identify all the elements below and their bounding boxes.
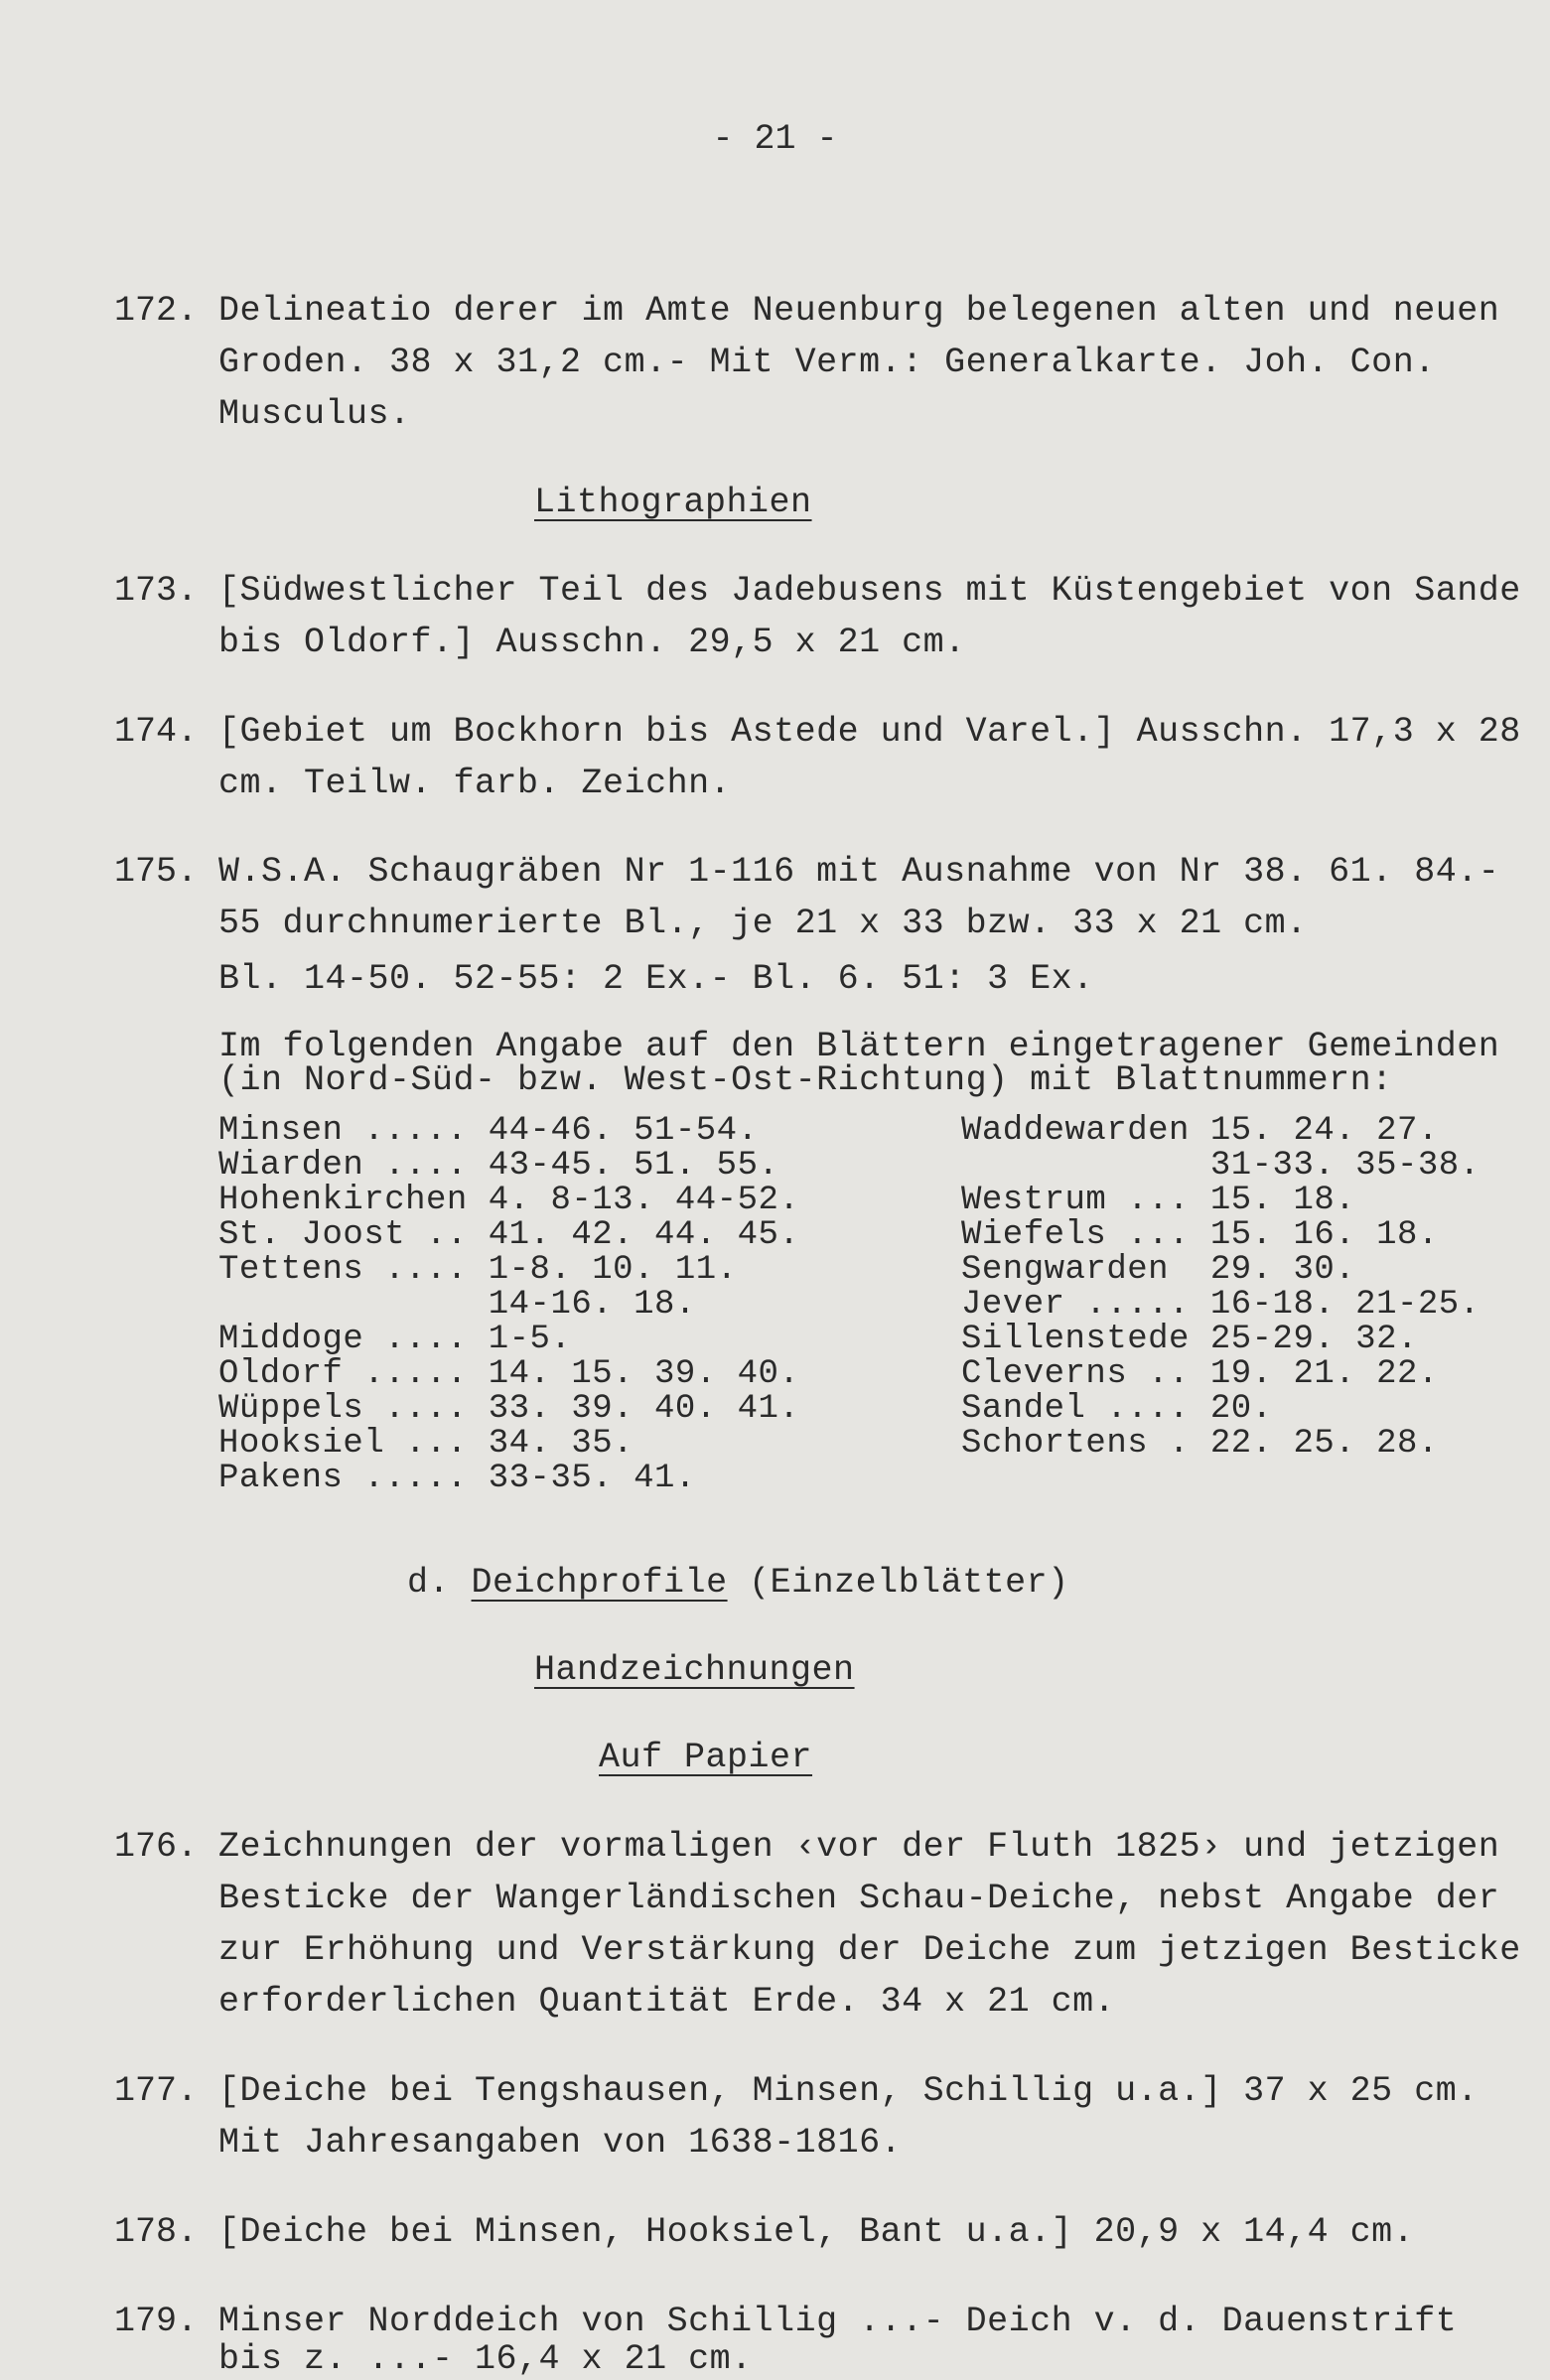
- page-number: - 21 -: [712, 119, 838, 159]
- entry-number-172: 172.: [114, 291, 199, 331]
- gemeinde-row: Hooksiel ... 34. 35.: [218, 1425, 634, 1463]
- gemeinde-row: Minsen ..... 44-46. 51-54.: [218, 1112, 759, 1150]
- gemeinde-row: Wiarden .... 43-45. 51. 55.: [218, 1147, 779, 1185]
- entry-175-intro-1: Im folgenden Angabe auf den Blättern eingetragener Gemeinden: [218, 1027, 1500, 1066]
- gemeinde-row: Pakens ..... 33-35. 41.: [218, 1460, 696, 1497]
- entry-179-line-2: bis z. ...- 16,4 x 21 cm.: [218, 2339, 753, 2379]
- entry-173-line-1: [Südwestlicher Teil des Jadebusens mit Küstengebiet von Sande: [218, 571, 1521, 611]
- entry-number-174: 174.: [114, 712, 199, 752]
- gemeinde-row: Schortens . 22. 25. 28.: [961, 1425, 1439, 1463]
- gemeinde-row: Hohenkirchen 4. 8-13. 44-52.: [218, 1182, 800, 1219]
- entry-172-line-1: Delineatio derer im Amte Neuenburg belegenen alten und neuen: [218, 291, 1500, 331]
- gemeinde-row: Tettens .... 1-8. 10. 11.: [218, 1251, 738, 1289]
- gemeinde-row: Cleverns .. 19. 21. 22.: [961, 1355, 1439, 1393]
- entry-number-179: 179.: [114, 2302, 199, 2341]
- entry-175-line-1: W.S.A. Schaugräben Nr 1-116 mit Ausnahme von Nr 38. 61. 84.-: [218, 852, 1500, 892]
- entry-175-line-3: Bl. 14-50. 52-55: 2 Ex.- Bl. 6. 51: 3 Ex.: [218, 959, 1094, 999]
- gemeinde-row: 31-33. 35-38.: [961, 1147, 1480, 1185]
- section-d-heading: [407, 1563, 1069, 1603]
- entry-179-line-1: Minser Norddeich von Schillig ...- Deich v. d. Dauenstrift: [218, 2302, 1458, 2341]
- gemeinde-row: Sillenstede 25-29. 32.: [961, 1321, 1418, 1358]
- gemeinde-row: Middoge .... 1-5.: [218, 1321, 572, 1358]
- section-d-prefix: d.: [407, 1563, 451, 1603]
- gemeinde-row: St. Joost .. 41. 42. 44. 45.: [218, 1216, 800, 1254]
- entry-172-line-3: Musculus.: [218, 394, 411, 434]
- gemeinde-row: Westrum ... 15. 18.: [961, 1182, 1356, 1219]
- entry-176-line-3: zur Erhöhung und Verstärkung der Deiche zum jetzigen Besticke: [218, 1930, 1521, 1970]
- entry-number-175: 175.: [114, 852, 199, 892]
- entry-number-176: 176.: [114, 1827, 199, 1867]
- entry-174-line-1: [Gebiet um Bockhorn bis Astede und Varel.] Ausschn. 17,3 x 28: [218, 712, 1521, 752]
- entry-176-line-2: Besticke der Wangerländischen Schau-Deiche, nebst Angabe der: [218, 1879, 1500, 1918]
- entry-174-line-2: cm. Teilw. farb. Zeichn.: [218, 764, 732, 803]
- entry-number-178: 178.: [114, 2212, 199, 2252]
- gemeinde-row: Wiefels ... 15. 16. 18.: [961, 1216, 1439, 1254]
- gemeinde-row: 14-16. 18.: [218, 1286, 696, 1324]
- gemeinde-row: Sengwarden 29. 30.: [961, 1251, 1356, 1289]
- entry-173-line-2: bis Oldorf.] Ausschn. 29,5 x 21 cm.: [218, 623, 966, 662]
- heading-lithographien: Lithographien: [534, 483, 812, 522]
- entry-177-line-1: [Deiche bei Tengshausen, Minsen, Schillig u.a.] 37 x 25 cm.: [218, 2071, 1479, 2111]
- gemeinde-row: Wüppels .... 33. 39. 40. 41.: [218, 1390, 800, 1428]
- entry-number-177: 177.: [114, 2071, 199, 2111]
- gemeinde-row: Oldorf ..... 14. 15. 39. 40.: [218, 1355, 800, 1393]
- gemeinde-row: Waddewarden 15. 24. 27.: [961, 1112, 1439, 1150]
- heading-handzeichnungen: Handzeichnungen: [534, 1650, 855, 1690]
- entry-177-line-2: Mit Jahresangaben von 1638-1816.: [218, 2123, 903, 2163]
- entry-176-line-1: Zeichnungen der vormaligen ‹vor der Fluth 1825› und jetzigen: [218, 1827, 1500, 1867]
- entry-176-line-4: erforderlichen Quantität Erde. 34 x 21 cm.: [218, 1982, 1116, 2022]
- gemeinde-row: Jever ..... 16-18. 21-25.: [961, 1286, 1480, 1324]
- section-d-title: Deichprofile: [471, 1563, 728, 1603]
- heading-auf-papier: Auf Papier: [599, 1738, 813, 1777]
- section-d-suffix: (Einzelblätter): [749, 1563, 1069, 1603]
- gemeinde-row: Sandel .... 20.: [961, 1390, 1273, 1428]
- entry-175-line-2: 55 durchnumerierte Bl., je 21 x 33 bzw. 33 x 21 cm.: [218, 904, 1308, 943]
- entry-178-line-1: [Deiche bei Minsen, Hooksiel, Bant u.a.] 20,9 x 14,4 cm.: [218, 2212, 1415, 2252]
- entry-175-intro-2: (in Nord-Süd- bzw. West-Ost-Richtung) mit Blattnummern:: [218, 1060, 1393, 1100]
- entry-number-173: 173.: [114, 571, 199, 611]
- entry-172-line-2: Groden. 38 x 31,2 cm.- Mit Verm.: Generalkarte. Joh. Con.: [218, 343, 1436, 382]
